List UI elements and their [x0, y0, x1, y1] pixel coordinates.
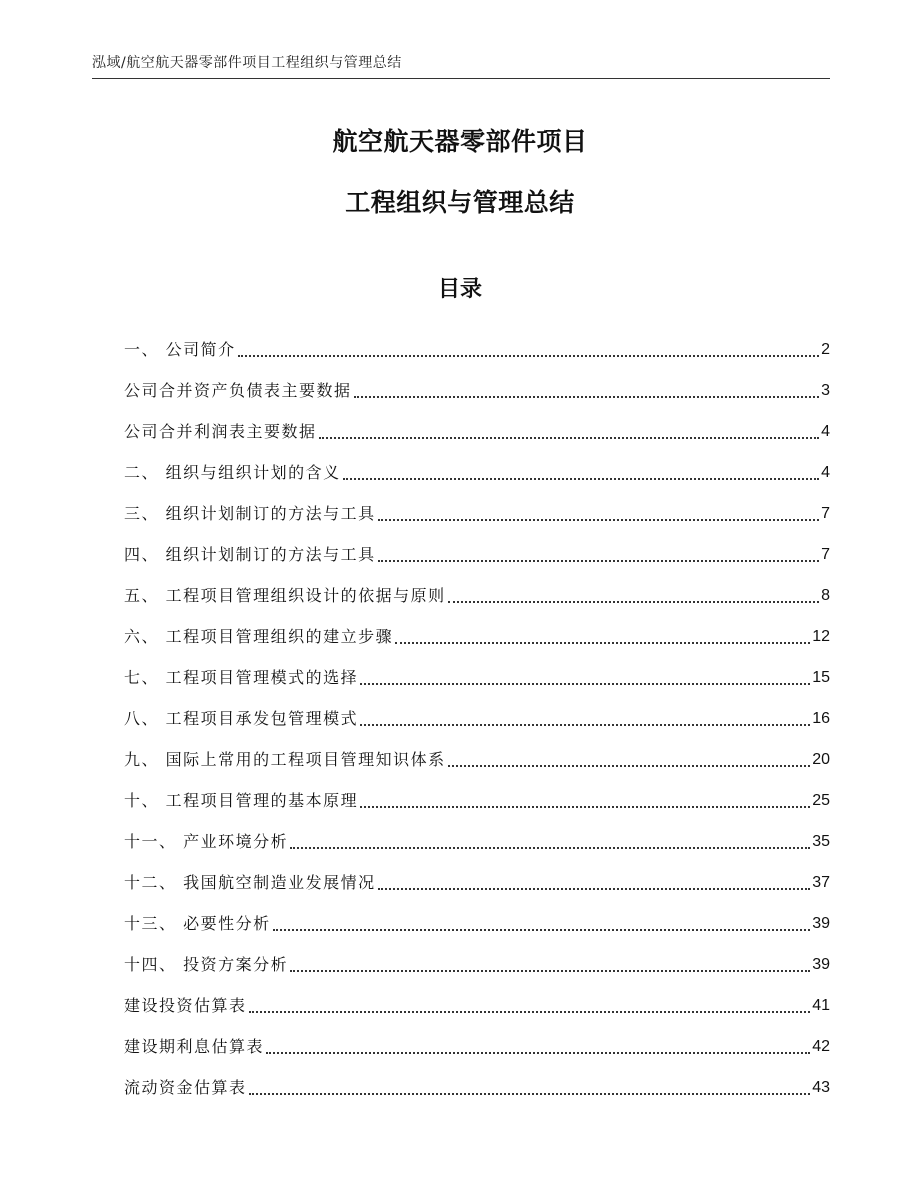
toc-entry[interactable] [124, 404, 830, 445]
toc-entry-page-number: 3 [821, 382, 830, 399]
toc-entry[interactable] [124, 609, 830, 650]
toc-entry-page-number: 15 [812, 669, 830, 686]
toc-entry[interactable] [124, 773, 830, 814]
toc-entry[interactable] [124, 855, 830, 896]
toc-entry-page-number: 16 [812, 710, 830, 727]
toc-dot-leader [395, 642, 810, 644]
toc-entry-page-number: 4 [821, 423, 830, 440]
toc-entry-label: 六、 工程项目管理组织的建立步骤 [124, 627, 394, 646]
toc-entry-label: 四、 组织计划制订的方法与工具 [124, 545, 376, 564]
toc-entry-page-number: 8 [821, 587, 830, 604]
toc-entry-label: 十一、 产业环境分析 [124, 832, 289, 851]
toc-entry[interactable] [124, 486, 830, 527]
toc-dot-leader [378, 519, 820, 521]
toc-entry-page-number: 37 [812, 874, 830, 891]
toc-dot-leader [360, 724, 810, 726]
toc-entry-page-number: 42 [812, 1038, 830, 1055]
toc-entry-label: 公司合并利润表主要数据 [124, 422, 317, 441]
toc-dot-leader [448, 601, 820, 603]
toc-entry-label: 公司合并资产负债表主要数据 [124, 381, 352, 400]
toc-entry-label: 三、 组织计划制订的方法与工具 [124, 504, 376, 523]
toc-entry-label: 五、 工程项目管理组织设计的依据与原则 [124, 586, 446, 605]
toc-entry-page-number: 20 [812, 751, 830, 768]
toc-entry-page-number: 4 [821, 464, 830, 481]
toc-entry[interactable] [124, 527, 830, 568]
toc-entry[interactable] [124, 691, 830, 732]
toc-entry-label: 一、 公司简介 [124, 340, 236, 359]
toc-entry-label: 二、 组织与组织计划的含义 [124, 463, 341, 482]
toc-entry[interactable] [124, 814, 830, 855]
toc-dot-leader [266, 1052, 810, 1054]
toc-entry-page-number: 7 [821, 546, 830, 563]
toc-entry-label: 八、 工程项目承发包管理模式 [124, 709, 359, 728]
table-of-contents [124, 322, 830, 1101]
toc-dot-leader [249, 1093, 811, 1095]
toc-entry-page-number: 41 [812, 997, 830, 1014]
toc-dot-leader [238, 355, 820, 357]
toc-entry[interactable] [124, 1019, 830, 1060]
toc-entry-page-number: 12 [812, 628, 830, 645]
toc-dot-leader [378, 888, 811, 890]
toc-entry-page-number: 25 [812, 792, 830, 809]
toc-entry-label: 七、 工程项目管理模式的选择 [124, 668, 359, 687]
toc-entry-label: 十二、 我国航空制造业发展情况 [124, 873, 376, 892]
toc-dot-leader [360, 683, 810, 685]
toc-entry[interactable] [124, 445, 830, 486]
toc-entry-label: 十、 工程项目管理的基本原理 [124, 791, 359, 810]
toc-entry-page-number: 39 [812, 956, 830, 973]
toc-dot-leader [249, 1011, 811, 1013]
toc-entry[interactable] [124, 732, 830, 773]
toc-entry-page-number: 7 [821, 505, 830, 522]
document-title-line-1: 航空航天器零部件项目 [332, 127, 588, 156]
toc-dot-leader [290, 847, 810, 849]
toc-entry[interactable] [124, 978, 830, 1019]
toc-dot-leader [360, 806, 810, 808]
running-header: 泓域/航空航天器零部件项目工程组织与管理总结 [92, 55, 402, 71]
toc-dot-leader [448, 765, 811, 767]
toc-entry[interactable] [124, 1060, 830, 1101]
toc-entry-page-number: 35 [812, 833, 830, 850]
toc-entry-label: 九、 国际上常用的工程项目管理知识体系 [124, 750, 446, 769]
toc-dot-leader [273, 929, 811, 931]
toc-entry-label: 十三、 必要性分析 [124, 914, 271, 933]
toc-entry-label: 十四、 投资方案分析 [124, 955, 289, 974]
toc-entry-label: 建设期利息估算表 [124, 1037, 265, 1056]
toc-entry[interactable] [124, 937, 830, 978]
toc-dot-leader [343, 478, 820, 480]
toc-entry[interactable] [124, 650, 830, 691]
toc-entry-page-number: 2 [821, 341, 830, 358]
toc-entry-label: 建设投资估算表 [124, 996, 247, 1015]
toc-entry-page-number: 43 [812, 1079, 830, 1096]
toc-entry-page-number: 39 [812, 915, 830, 932]
toc-dot-leader [378, 560, 820, 562]
toc-heading: 目录 [437, 277, 482, 302]
toc-dot-leader [319, 437, 820, 439]
document-title-line-2: 工程组织与管理总结 [345, 188, 575, 217]
header-divider [92, 78, 830, 79]
toc-entry-label: 流动资金估算表 [124, 1078, 247, 1097]
toc-entry[interactable] [124, 322, 830, 363]
toc-dot-leader [290, 970, 810, 972]
toc-entry[interactable] [124, 363, 830, 404]
toc-entry[interactable] [124, 568, 830, 609]
toc-entry[interactable] [124, 896, 830, 937]
toc-dot-leader [354, 396, 820, 398]
